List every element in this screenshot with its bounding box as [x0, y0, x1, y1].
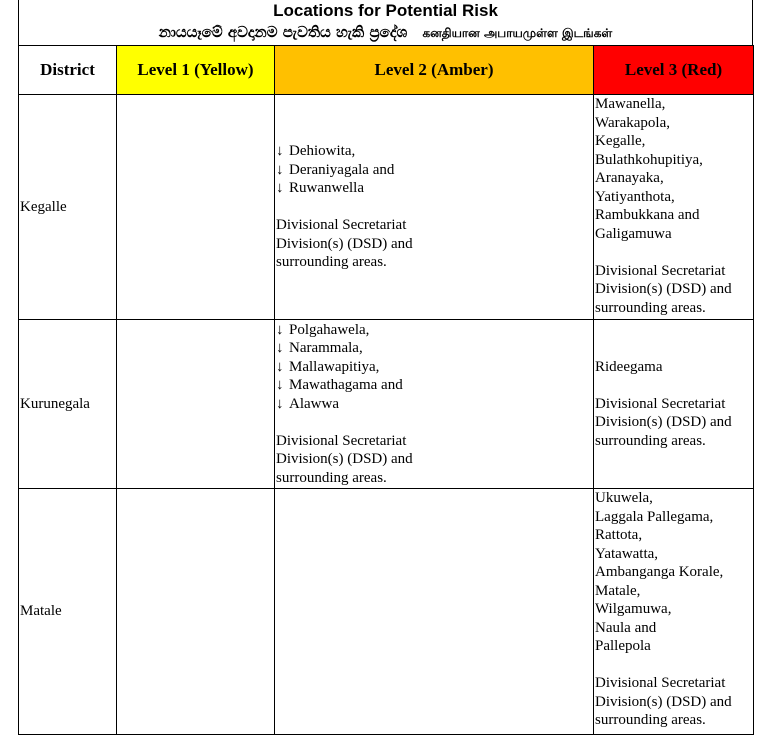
down-arrow-icon: ↓	[276, 321, 284, 338]
location-name: Yatawatta,	[595, 545, 659, 562]
down-arrow-icon: ↓	[276, 395, 284, 412]
dsd-note-line: Divisional Secretariat	[276, 432, 407, 449]
dsd-note-line: Divisional Secretariat	[595, 675, 726, 691]
level-1-cell	[117, 320, 275, 489]
location-name: Wilgamuwa,	[595, 601, 672, 617]
level-2-cell	[275, 320, 594, 489]
level-2-cell	[275, 489, 594, 735]
dsd-note-line: Divisional Secretariat	[595, 262, 726, 279]
location-name: Polgahawela,	[289, 321, 370, 338]
dsd-note-line: Divisional Secretariat	[595, 395, 726, 412]
location-item	[595, 188, 751, 207]
location-item	[595, 206, 751, 225]
down-arrow-icon: ↓	[276, 377, 284, 394]
location-name: Naula and	[595, 619, 657, 636]
page-title: Locations for Potential Risk	[273, 1, 498, 20]
level-3-cell	[594, 95, 754, 320]
location-item	[276, 358, 591, 377]
down-arrow-icon: ↓	[276, 143, 284, 160]
district-cell: Kurunegala	[19, 320, 117, 489]
subtitle-tamil: கனதியான அபாயமுள்ள இடங்கள்	[422, 26, 613, 40]
location-item	[595, 114, 751, 133]
down-arrow-icon: ↓	[276, 340, 284, 357]
location-name: Pallepola	[595, 638, 651, 654]
location-name: Laggala Pallegama,	[595, 508, 714, 525]
location-item	[595, 545, 751, 564]
location-item	[276, 395, 591, 414]
header-row	[19, 46, 754, 95]
level-3-cell	[594, 320, 754, 489]
dsd-note-line: Divisional Secretariat	[276, 217, 407, 234]
down-arrow-icon: ↓	[276, 358, 284, 375]
dsd-note-line: surrounding areas.	[595, 299, 706, 316]
location-item	[276, 339, 591, 358]
level-3-cell	[594, 489, 754, 735]
location-item	[595, 358, 751, 377]
location-item	[595, 489, 751, 508]
location-item	[276, 376, 591, 395]
level-2-cell	[275, 95, 594, 320]
location-name: Aranayaka,	[595, 170, 664, 186]
header-level-2: Level 2 (Amber)	[275, 46, 594, 95]
location-name: Matale,	[595, 582, 641, 599]
subtitle-sinhala: නායයෑමේ අවදානම පැවතිය හැකි ප්‍රදේශ	[158, 23, 408, 41]
location-item	[595, 563, 751, 582]
location-item	[595, 225, 751, 244]
location-item	[276, 161, 591, 180]
dsd-note-line: surrounding areas.	[276, 469, 387, 486]
location-name: Mallawapitiya,	[289, 358, 380, 375]
location-name: Rideegama	[595, 358, 663, 375]
location-item	[595, 619, 751, 638]
down-arrow-icon: ↓	[276, 180, 284, 197]
location-item	[595, 508, 751, 527]
location-name: Mawanella,	[595, 96, 666, 112]
dsd-note-line: Division(s) (DSD) and	[595, 693, 732, 710]
level-1-cell	[117, 95, 275, 320]
page-subtitle	[19, 21, 752, 44]
location-item	[595, 95, 751, 114]
risk-table	[18, 45, 754, 735]
header-district: District	[19, 46, 117, 95]
dsd-note-line: surrounding areas.	[595, 432, 706, 449]
location-name: Warakapola,	[595, 114, 670, 131]
location-name: Bulathkohupitiya,	[595, 151, 703, 168]
location-name: Ukuwela,	[595, 490, 653, 506]
location-name: Rambukkana and	[595, 207, 700, 223]
location-name: Kegalle,	[595, 133, 646, 149]
table-row	[19, 320, 754, 489]
location-item	[276, 142, 591, 161]
location-item	[595, 151, 751, 170]
dsd-note-line: Division(s) (DSD) and	[595, 281, 732, 297]
location-item	[595, 132, 751, 151]
location-item	[595, 169, 751, 188]
location-name: Narammala,	[289, 340, 363, 357]
location-name: Alawwa	[289, 395, 339, 412]
dsd-note-line: Division(s) (DSD) and	[276, 235, 413, 252]
dsd-note-line: surrounding areas.	[595, 712, 706, 728]
dsd-note-line: surrounding areas.	[276, 254, 387, 271]
level-1-cell	[117, 489, 275, 735]
location-name: Yatiyanthota,	[595, 188, 675, 205]
district-cell: Matale	[19, 489, 117, 735]
header-level-1: Level 1 (Yellow)	[117, 46, 275, 95]
location-name: Ruwanwella	[289, 180, 364, 197]
document-header	[18, 0, 753, 45]
location-item	[595, 600, 751, 619]
district-cell: Kegalle	[19, 95, 117, 320]
header-level-3: Level 3 (Red)	[594, 46, 754, 95]
location-item	[595, 526, 751, 545]
dsd-note-line: Division(s) (DSD) and	[276, 451, 413, 468]
table-row	[19, 95, 754, 320]
down-arrow-icon: ↓	[276, 161, 284, 178]
location-name: Dehiowita,	[289, 143, 356, 160]
location-item	[276, 321, 591, 340]
location-item	[595, 582, 751, 601]
location-name: Ambanganga Korale,	[595, 564, 724, 580]
location-item	[276, 179, 591, 198]
location-name: Mawathagama and	[289, 377, 403, 394]
dsd-note-line: Division(s) (DSD) and	[595, 414, 732, 431]
location-name: Deraniyagala and	[289, 161, 395, 178]
location-name: Galigamuwa	[595, 225, 672, 242]
table-row	[19, 489, 754, 735]
location-name: Rattota,	[595, 527, 643, 543]
location-item	[595, 637, 751, 656]
